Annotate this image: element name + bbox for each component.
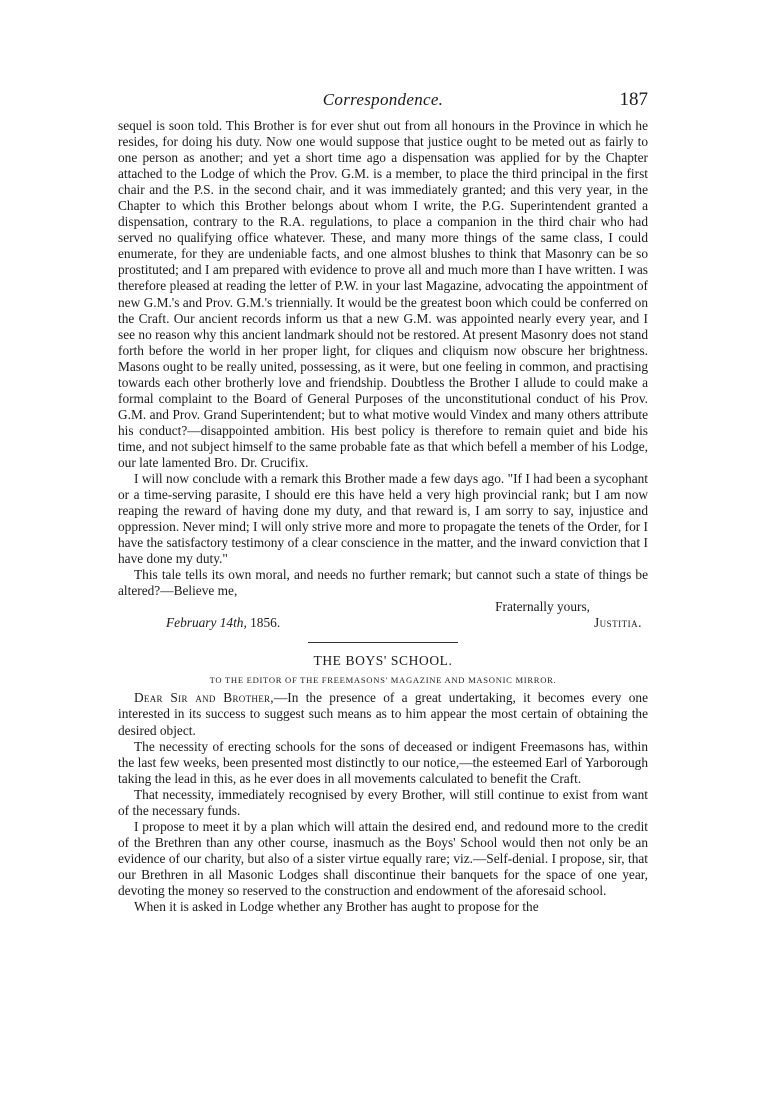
section-divider	[308, 642, 458, 643]
letter1-paragraph-1: sequel is soon told. This Brother is for ever shut out from all honours in the Province in which he resides, for doing his duty. Now one would suppose that justice ought to be meted out as fairly to one person as another; and yet a short time ago a dispensation was applied for by the Chapter attached to the Lodge of which the Prov. G.M. is a member, to place the third principal in the first chair and the P.S. in the second chair, and it was immediately granted; and this very year, in the Chapter to which this Brother belongs about whom I write, the P.G. Superintendent granted a dispensation, contrary to the R.A. regulations, to place a companion in the third chair who had served no qualifying office whatever. These, and many more things of the same class, I could enumerate, for they are undeniable facts, and one almost blushes to think that Masonry can be so prostituted; and I am prepared with evidence to prove all and much more than I have written. I was therefore pleased at reading the letter of P.W. in your last Magazine, advocating the appointment of new G.M.'s and Prov. G.M.'s triennially. It would be the greatest boon which could be conferred on the Craft. Our ancient records inform us that a new G.M. was appointed nearly every year, and I see no reason why this ancient landmark should not be restored. At present Masonry does not stand forth before the world in her proper light, for cliques and cliquism now obscure her brightness. Masons ought to be really united, possessing, as it were, but one feeling in common, and practising towards each other brotherly love and friendship. Doubtless the Brother I allude to could make a formal complaint to the Board of General Purposes of the unconstitutional conduct of his Prov. G.M. and Prov. Grand Superintendent; but to what motive would Vindex and many others attribute his conduct?—disappointed ambition. His best policy is therefore to remain quiet and bide his time, and not subject himself to the same probable fate as that which befell a member of his Lodge, our late lamented Bro. Dr. Crucifix.	[118, 118, 648, 470]
signature: Justitia.	[593, 615, 642, 631]
running-head	[118, 90, 648, 118]
letter2-paragraph-2: The necessity of erecting schools for the sons of deceased or indigent Freemasons has, within the last few weeks, been presented most distinctly to our notice,—the esteemed Earl of Yarborough taking the lead in this, as he ever does in all movements calculated to benefit the Craft.	[118, 738, 648, 786]
letter2-paragraph-1-text: —In the presence of a great undertaking, it becomes every one interested in its success to suggest such means as to him appear the most certain of obtaining the desired object.	[118, 690, 648, 738]
letter1-paragraph-2: I will now conclude with a remark this Brother made a few days ago. "If I had been a sycophant or a time-serving parasite, I should ere this have held a very high provincial rank; but I am now reaping the reward of having done my duty, and that reward is, I am sorry to say, injustice and oppression. Never mind; I will only strive more and more to propagate the tenets of the Order, for I have the satisfactory testimony of a clear conscience in the matter, and the inward conviction that I have done my duty."	[118, 471, 648, 567]
salutation: Dear Sir and Brother,	[134, 690, 274, 706]
running-head-title: Correspondence.	[322, 90, 444, 109]
letter2-paragraph-3: That necessity, immediately recognised by every Brother, will still continue to exist from want of the necessary funds.	[118, 786, 648, 818]
page-number: 187	[619, 89, 648, 110]
addressee-line: TO THE EDITOR OF THE FREEMASONS' MAGAZINE AND MASONIC MIRROR.	[209, 675, 557, 686]
letter-date-year: 1856.	[246, 615, 281, 631]
letter-date	[166, 615, 280, 631]
letter2-paragraph-4: I propose to meet it by a plan which will attain the desired end, and redound more to the credit of the Brethren than any other course, inasmuch as the Boys' School would then not only be an evidence of our charity, but also of a sister virtue equally rare; viz.—Self-denial. I propose, sir, that our Brethren in all Masonic Lodges shall discontinue their banquets for the space of one year, devoting the money so reserved to the construction and endowment of the aforesaid school.	[118, 818, 648, 898]
letter2-paragraph-5: When it is asked in Lodge whether any Brother has aught to propose for the	[134, 899, 539, 915]
section-title: THE BOYS' SCHOOL.	[313, 653, 453, 669]
valediction: Fraternally yours,	[495, 599, 590, 615]
letter2-paragraph-1	[118, 690, 648, 738]
signoff-row	[118, 615, 648, 631]
valediction-row	[118, 599, 648, 615]
page	[118, 90, 648, 915]
letter1-paragraph-3: This tale tells its own moral, and needs no further remark; but cannot such a state of things be altered?—Believe me,	[118, 567, 648, 599]
letter-date-month-day: February 14th,	[166, 615, 247, 631]
